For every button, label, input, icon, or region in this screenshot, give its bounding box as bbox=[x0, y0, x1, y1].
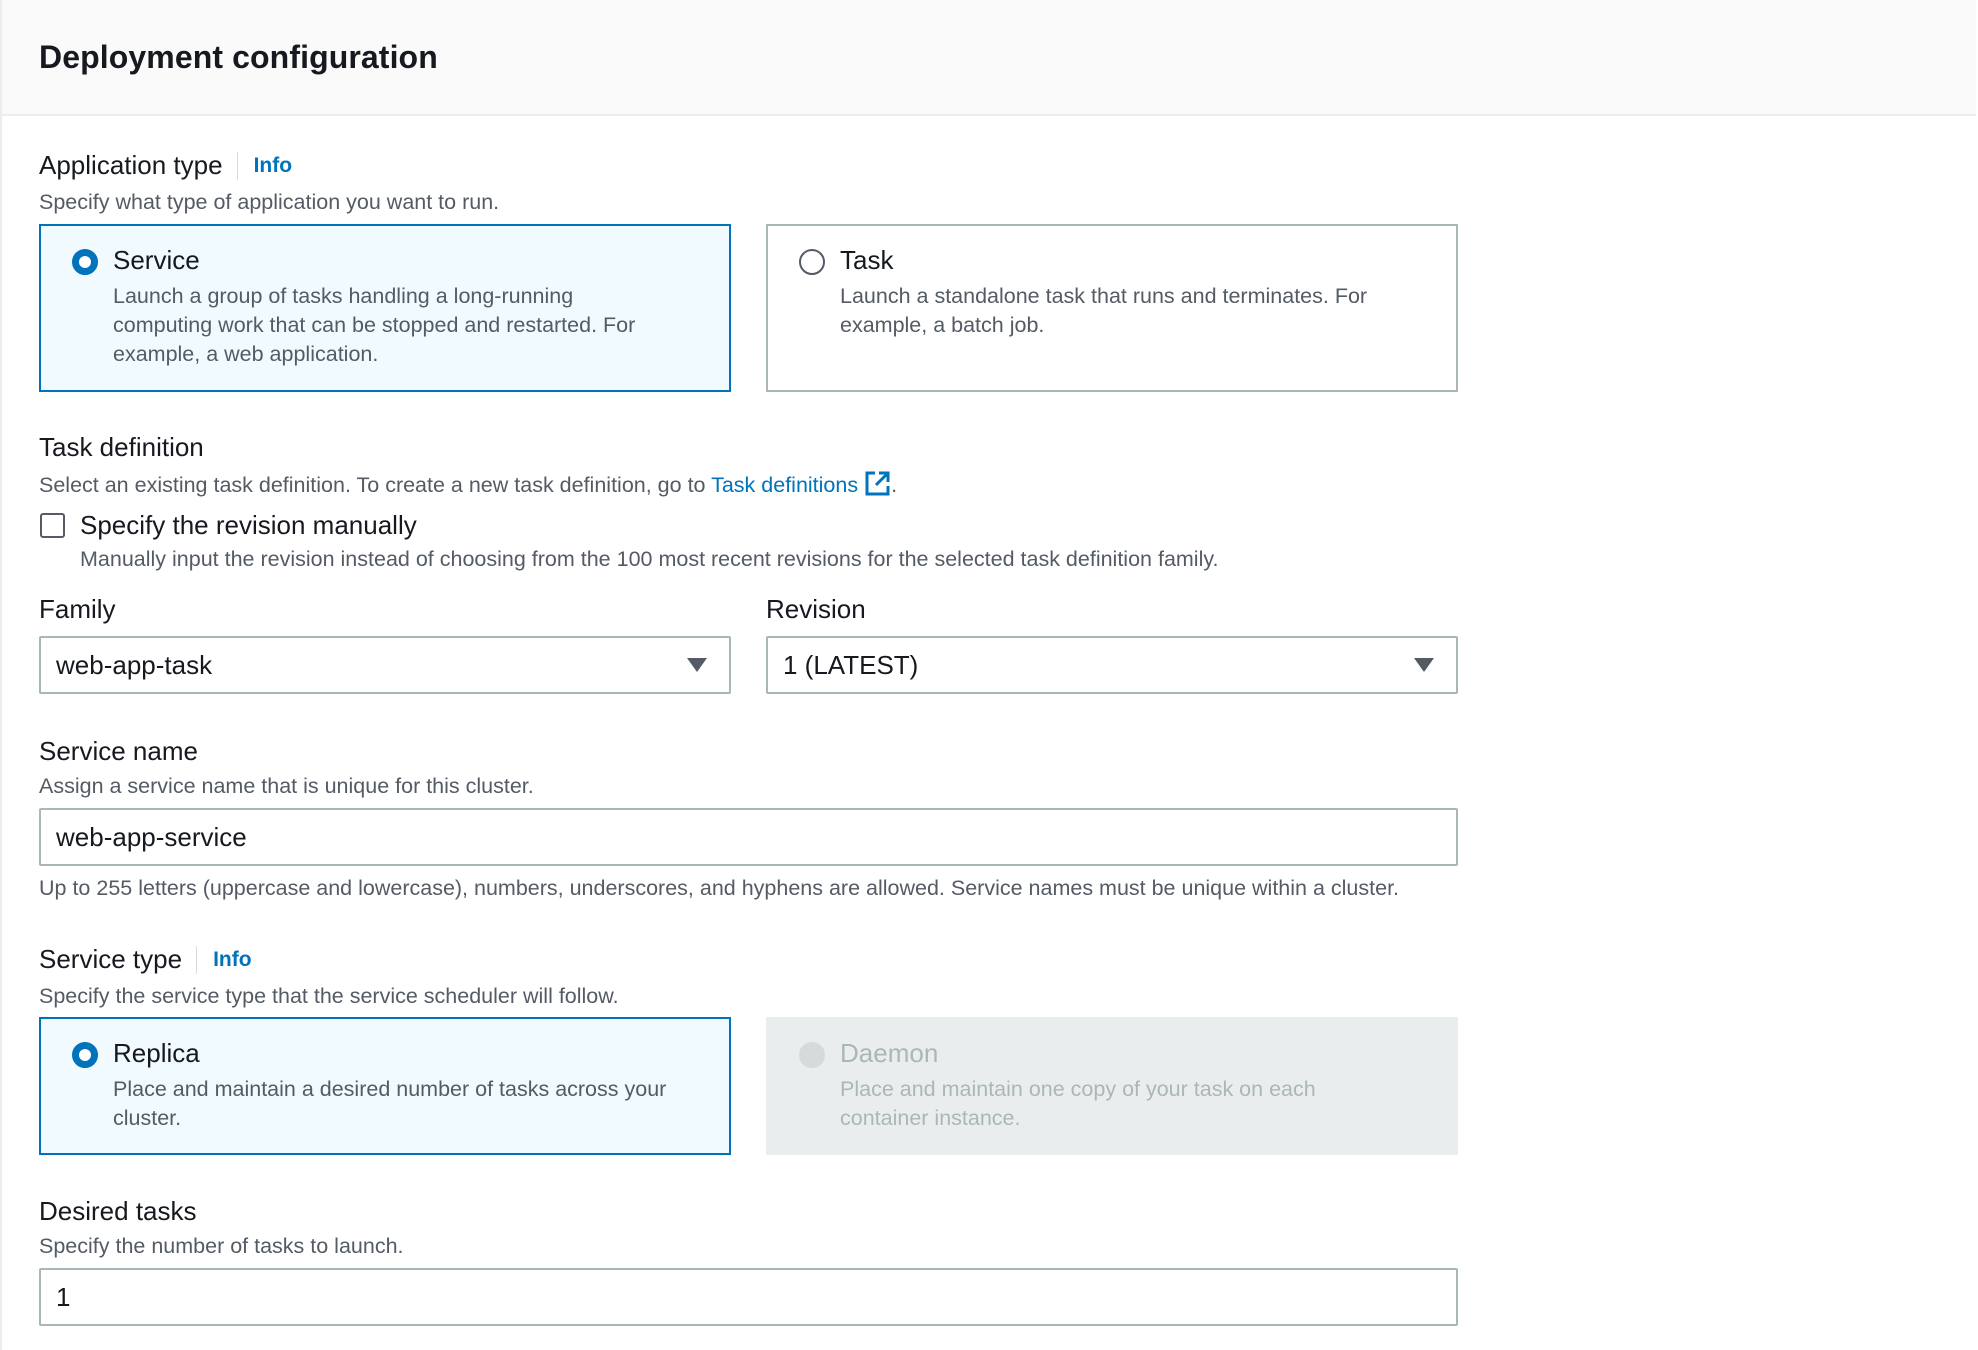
service-name-label: Service name bbox=[39, 736, 198, 766]
service-name-description: Assign a service name that is unique for this cluster. bbox=[39, 774, 534, 798]
task-radio[interactable] bbox=[799, 249, 825, 275]
desired-tasks-description: Specify the number of tasks to launch. bbox=[39, 1234, 404, 1258]
caret-down-icon bbox=[687, 658, 707, 672]
info-separator bbox=[237, 152, 238, 180]
revision-select-value: 1 (LATEST) bbox=[783, 649, 919, 680]
panel-header bbox=[2, 0, 1976, 116]
task-option-title: Task bbox=[840, 245, 894, 275]
service-name-value: web-app-service bbox=[56, 821, 247, 852]
desired-tasks-value: 1 bbox=[56, 1281, 71, 1312]
service-type-label-row bbox=[39, 944, 252, 975]
service-radio[interactable] bbox=[72, 249, 98, 275]
specify-revision-checkbox[interactable] bbox=[40, 513, 65, 538]
daemon-option-description: Place and maintain one copy of your task on each container instance. bbox=[840, 1077, 1316, 1130]
service-option-title: Service bbox=[113, 245, 200, 275]
specify-revision-description: Manually input the revision instead of choosing from the 100 most recent revisions for the selected task definition family. bbox=[80, 547, 1219, 571]
application-type-label: Application type bbox=[39, 150, 223, 180]
replica-option-title: Replica bbox=[113, 1038, 200, 1068]
family-label: Family bbox=[39, 594, 116, 624]
specify-revision-label[interactable]: Specify the revision manually bbox=[80, 510, 417, 540]
daemon-radio bbox=[799, 1042, 825, 1068]
service-type-label: Service type bbox=[39, 944, 183, 974]
info-separator bbox=[196, 946, 197, 974]
daemon-option-title: Daemon bbox=[840, 1038, 939, 1068]
task-definitions-link[interactable]: Task definitions bbox=[711, 473, 891, 497]
caret-down-icon bbox=[1414, 658, 1434, 672]
service-option-description: Launch a group of tasks handling a long-running computing work that can be stopped and restarted. For example, a web application. bbox=[113, 284, 636, 366]
task-option-card[interactable] bbox=[766, 224, 1458, 392]
replica-option-description: Place and maintain a desired number of tasks across your cluster. bbox=[113, 1077, 667, 1130]
service-option-card[interactable] bbox=[39, 224, 731, 392]
application-type-label-row bbox=[39, 150, 292, 181]
desired-tasks-input[interactable] bbox=[39, 1268, 1458, 1326]
service-name-input[interactable] bbox=[39, 808, 1458, 866]
revision-select[interactable] bbox=[766, 636, 1458, 694]
family-select-value: web-app-task bbox=[56, 649, 213, 680]
service-name-constraint: Up to 255 letters (uppercase and lowercase), numbers, underscores, and hyphens are allowed. Service names must be unique within a cluster. bbox=[39, 876, 1400, 900]
family-select[interactable] bbox=[39, 636, 731, 694]
application-type-info-link[interactable]: Info bbox=[253, 153, 293, 177]
service-type-info-link[interactable]: Info bbox=[213, 947, 252, 971]
panel-title: Deployment configuration bbox=[39, 38, 438, 75]
task-definition-description: Select an existing task definition. To create a new task definition, go to Task definitions . bbox=[39, 470, 897, 503]
task-option-description: Launch a standalone task that runs and terminates. For example, a batch job. bbox=[840, 284, 1368, 337]
daemon-option-card bbox=[766, 1017, 1458, 1155]
application-type-description: Specify what type of application you want to run. bbox=[39, 190, 500, 214]
desired-tasks-label: Desired tasks bbox=[39, 1196, 197, 1226]
replica-radio[interactable] bbox=[72, 1042, 98, 1068]
external-link-icon bbox=[864, 470, 891, 503]
replica-option-card[interactable] bbox=[39, 1017, 731, 1155]
service-type-description: Specify the service type that the service scheduler will follow. bbox=[39, 984, 619, 1008]
task-definition-label: Task definition bbox=[39, 432, 204, 462]
revision-label: Revision bbox=[766, 594, 866, 624]
